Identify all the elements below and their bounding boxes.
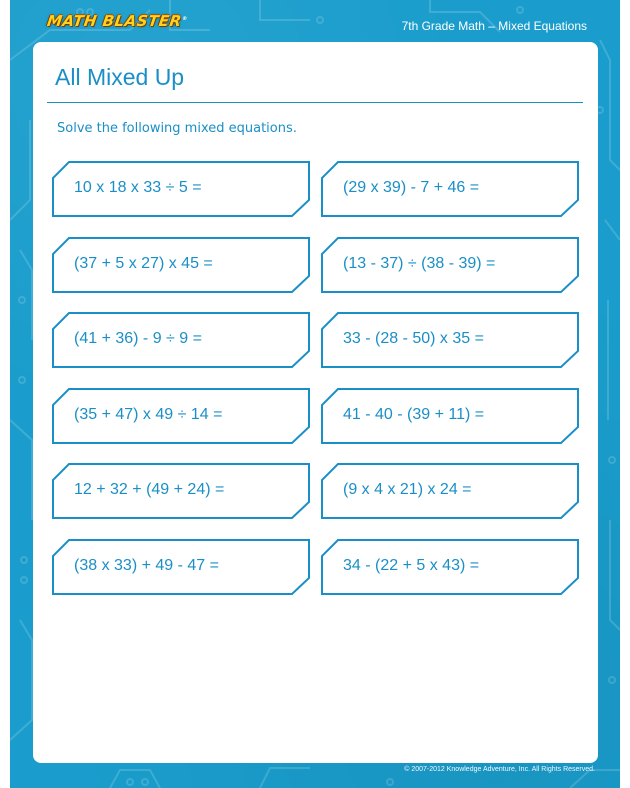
problem-card [52, 463, 310, 519]
math-blaster-logo [46, 12, 189, 32]
equation-text: 41 - 40 - (39 + 11) = [343, 406, 485, 423]
equation-text: (29 x 39) - 7 + 46 = [343, 179, 480, 196]
logo-text: MATH BLASTER [45, 12, 183, 30]
equation-text: 10 x 18 x 33 ÷ 5 = [74, 179, 202, 196]
equation-text: (38 x 33) + 49 - 47 = [74, 557, 219, 574]
problem-card [321, 539, 579, 595]
registered-mark: ® [181, 16, 188, 22]
problem-card [321, 463, 579, 519]
equation-text: 33 - (28 - 50) x 35 = [343, 330, 484, 347]
problem-card [52, 237, 310, 293]
equation-text: 12 + 32 + (49 + 24) = [74, 481, 225, 498]
problem-card [321, 237, 579, 293]
problem-card [52, 388, 310, 444]
equation-text: (9 x 4 x 21) x 24 = [343, 481, 472, 498]
equation-text: (35 + 47) x 49 ÷ 14 = [74, 406, 223, 423]
equation-text: (13 - 37) ÷ (38 - 39) = [343, 255, 496, 272]
problem-card [321, 161, 579, 217]
problem-card [321, 388, 579, 444]
problem-card [321, 312, 579, 368]
title-divider [47, 102, 583, 103]
problem-card [52, 161, 310, 217]
equation-text: (37 + 5 x 27) x 45 = [74, 255, 213, 272]
worksheet-title: All Mixed Up [55, 64, 185, 90]
problem-card [52, 312, 310, 368]
problem-card [52, 539, 310, 595]
worksheet-instructions: Solve the following mixed equations. [57, 121, 297, 136]
equation-text: (41 + 36) - 9 ÷ 9 = [74, 330, 202, 347]
copyright-notice: © 2007-2012 Knowledge Adventure, Inc. All Rights Reserved. [404, 766, 595, 773]
equation-text: 34 - (22 + 5 x 43) = [343, 557, 480, 574]
subject-title: 7th Grade Math – Mixed Equations [401, 19, 587, 33]
